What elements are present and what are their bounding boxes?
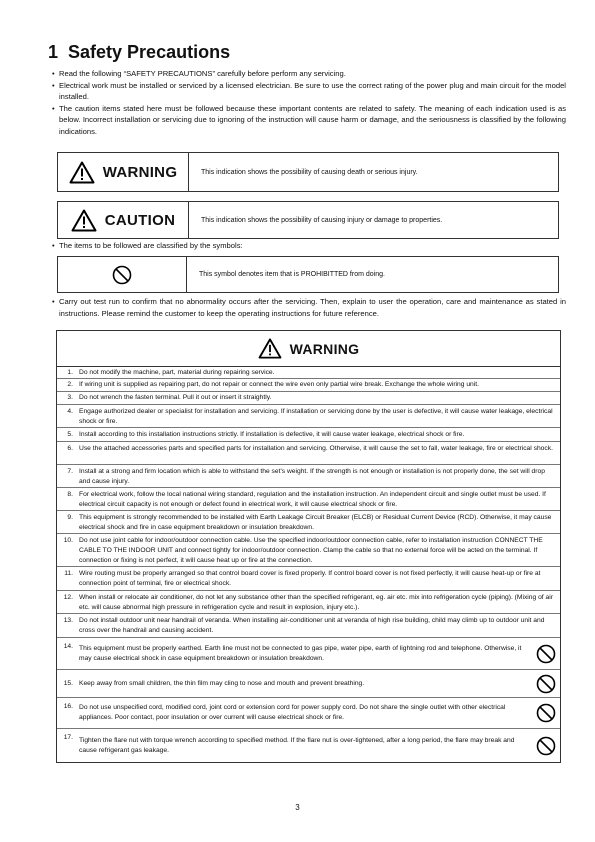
item-number: 10. <box>63 537 73 544</box>
table-row <box>57 392 560 405</box>
item-number: 4. <box>67 408 73 415</box>
table-row <box>57 488 560 511</box>
prohibited-icon <box>536 736 556 756</box>
item-number: 13. <box>63 617 73 624</box>
item-text: Use the attached accessories parts and specified parts for installation and servicing. Otherwise, it will cause the set to fall, water leakage, fire or electrical shock. <box>79 445 553 452</box>
warning-triangle-icon <box>71 209 97 232</box>
item-text: Keep away from small children, the thin film may cling to nose and mouth and prevent breathing. <box>79 679 365 687</box>
table-row <box>57 465 560 488</box>
warning-indication-box <box>57 152 559 192</box>
item-text: Install according to this installation instructions strictly. If installation is defective, it will cause water leakage, electrical shock or fire. <box>79 430 465 438</box>
prohibited-indication-text: This symbol denotes item that is PROHIBITTED from doing. <box>199 271 385 278</box>
warning-table <box>56 330 561 763</box>
table-row <box>57 367 560 379</box>
table-row <box>57 442 560 465</box>
warning-indication-text: This indication shows the possibility of causing death or serious injury. <box>201 168 418 176</box>
prohibited-symbol-cell <box>532 638 560 669</box>
item-number: 6. <box>67 445 73 452</box>
item-number: 1. <box>67 368 73 376</box>
warning-table-title: WARNING <box>289 340 360 357</box>
table-row <box>57 511 560 534</box>
intro-bullet: • Electrical work must be installed or serviced by a licensed electrician. Be sure to use the correct rating of the power plug and main circuit for the model installed. <box>52 80 566 103</box>
table-row <box>57 379 560 392</box>
item-text: For electrical work, follow the local national wiring standard, regulation and the installation instruction. An independent circuit and single outlet must be used. If electrical circuit capacity is not enough or defect found in electrical work, it will cause electrical shock or fire. <box>79 491 546 508</box>
prohibited-symbol-cell <box>532 670 560 697</box>
warning-indication-label-cell <box>58 153 189 191</box>
table-row <box>57 428 560 442</box>
item-number: 12. <box>63 594 73 601</box>
item-number: 11. <box>64 570 73 577</box>
warning-label: WARNING <box>102 163 178 181</box>
prohibited-symbol-cell <box>532 698 560 728</box>
section-title: Safety Precautions <box>68 42 231 62</box>
table-row <box>57 670 560 698</box>
table-row <box>57 729 560 762</box>
item-number: 9. <box>67 514 73 521</box>
prohibited-icon <box>536 674 556 694</box>
symbols-bullet-list <box>52 240 566 252</box>
caution-indication-box <box>57 201 559 239</box>
intro-bullet: • The caution items stated here must be followed because these important contents are related to safety. The meaning of each indication used is as below. Incorrect installation or servicing due to ignoring of the instruction will cause harm or damage, and the seriousness is classified by the following indications. <box>52 103 566 138</box>
caution-indication-text: This indication shows the possibility of causing injury or damage to properties. <box>201 216 443 224</box>
item-number: 7. <box>67 468 73 475</box>
item-number: 17. <box>63 734 73 741</box>
item-text: Install at a strong and firm location which is able to withstand the set's weight. If the strength is not enough or installation is not properly done, the set will drop and cause injury. <box>79 468 545 485</box>
item-text: If wiring unit is supplied as repairing part, do not repair or connect the wire even only partial wire break. Exchange the whole wiring unit. <box>79 381 479 388</box>
page-title <box>48 42 230 63</box>
item-number: 8. <box>67 491 73 498</box>
item-text: This equipment must be properly earthed. Earth line must not be connected to gas pipe, water pipe, earth of lightning rod and telephone. Otherwise, it may cause electrical shock in case equipment breakdown or insulation breakdown. <box>79 644 522 662</box>
warning-table-header <box>57 331 560 367</box>
item-number: 2. <box>67 381 73 388</box>
item-number: 15. <box>63 679 73 687</box>
item-text: When install or relocate air conditioner, do not let any substance other than the specified refrigerant, eg. air etc. mix into refrigeration cycle (piping). (Mixing of air etc. will cause abnormal high pressure in refrigeration cycle and result in explosion, injury etc.). <box>79 594 553 611</box>
table-row <box>57 405 560 428</box>
item-number: 5. <box>67 430 73 438</box>
item-text: Do not modify the machine, part, material during repairing service. <box>79 368 275 376</box>
warning-triangle-icon <box>69 161 95 184</box>
section-number: 1 <box>48 42 59 62</box>
warning-triangle-icon <box>258 338 282 359</box>
item-text: Wire routing must be properly arranged so that control board cover is fixed properly. If control board cover is not fixed perfectly, it will cause heat-up or fire at connection point of terminal, fire or electrical shock. <box>79 570 541 587</box>
page-number: 3 <box>295 803 300 812</box>
item-number: 14. <box>63 643 73 650</box>
prohibited-indication-box <box>57 256 559 293</box>
symbols-bullet: • The items to be followed are classified by the symbols: <box>52 240 566 252</box>
table-row <box>57 534 560 567</box>
item-text: Do not use unspecified cord, modified cord, joint cord or extension cord for power supply cord. Do not share the single outlet with other electrical appliances. Poor contact, poor insulation or over current will cause electrical shock or fire. <box>79 704 506 721</box>
caution-indication-label-cell <box>58 202 189 238</box>
item-number: 3. <box>67 394 73 401</box>
table-row <box>57 614 560 638</box>
prohibited-symbol-cell <box>58 257 187 292</box>
caution-label: CAUTION <box>104 211 176 229</box>
intro-bullet: • Read the following “SAFETY PRECAUTIONS” carefully before perform any servicing. <box>52 68 566 80</box>
table-row <box>57 567 560 591</box>
prohibited-icon <box>536 703 556 723</box>
item-text: Tighten the flare nut with torque wrench according to specified method. If the flare nut is over-tightened, after a long period, the flare may break and cause refrigerant gas leakage. <box>79 736 515 754</box>
intro-bullets <box>52 68 566 138</box>
test-run-bullet-list <box>52 296 566 319</box>
prohibited-icon <box>112 265 132 285</box>
item-text: Do not use joint cable for indoor/outdoor connection cable. Use the specified indoor/outdoor connection cable, refer to installation instruction CONNECT THE CABLE TO THE INDOOR UNIT and connect tightly for indoor/outdoor connection. Clamp the cable so that no external force will be acted on the terminal. If connection or fixing is not perfect, it will cause heat up or fire at the connection. <box>79 537 543 564</box>
table-row <box>57 638 560 670</box>
table-row <box>57 591 560 614</box>
item-number: 16. <box>63 703 73 710</box>
test-run-bullet: • Carry out test run to confirm that no abnormality occurs after the servicing. Then, explain to user the operation, care and maintenance as stated in instructions. Please remind the customer to keep the operating instructions for future reference. <box>52 296 566 319</box>
prohibited-icon <box>536 644 556 664</box>
table-row <box>57 698 560 729</box>
item-text: Engage authorized dealer or specialist for installation and servicing. If installation or servicing done by the user is defective, it will cause water leakage, electrical shock or fire. <box>79 408 553 425</box>
item-text: Do not wrench the fasten terminal. Pull it out or insert it straightly. <box>79 394 272 401</box>
item-text: Do not install outdoor unit near handrail of veranda. When installing air-conditioner unit at veranda of high rise building, child may climb up to outdoor unit and cross over the handrail and causing accident. <box>79 617 545 634</box>
prohibited-symbol-cell <box>532 729 560 762</box>
item-text: This equipment is strongly recommended to be installed with Earth Leakage Circuit Breaker (ELCB) or Residual Current Device (RCD). Otherwise, it may cause electrical shock and fire in case equipment breakdown or insulation breakdown. <box>79 514 552 531</box>
